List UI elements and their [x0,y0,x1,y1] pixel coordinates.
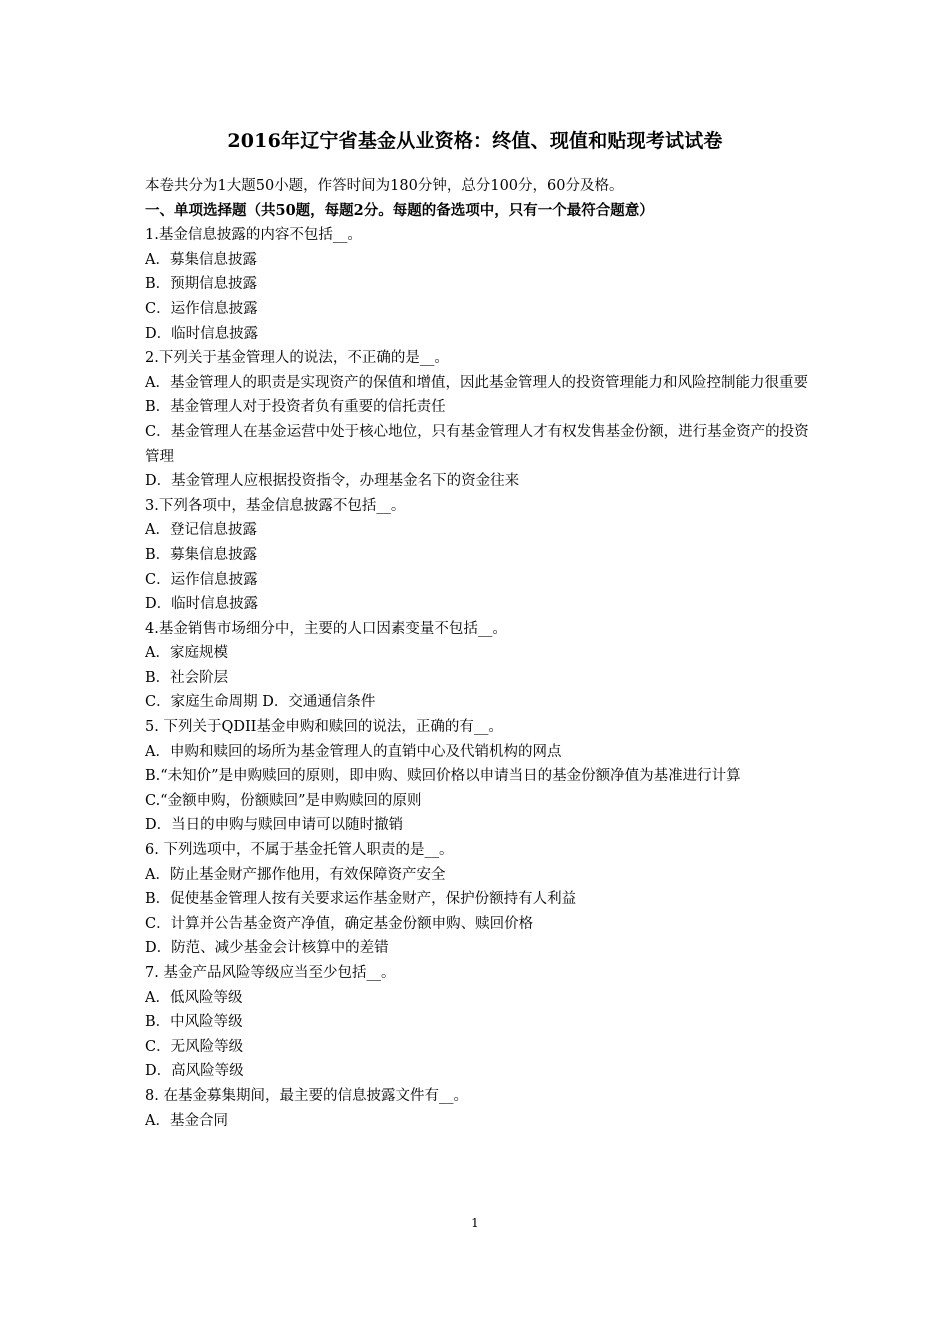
answer-option: B．募集信息披露 [145,546,258,563]
answer-option: A．基金管理人的职责是实现资产的保值和增值，因此基金管理人的投资管理能力和风险控制能力很重要 [145,374,808,391]
answer-option: A．登记信息披露 [145,522,257,539]
question-stem: 2.下列关于基金管理人的说法，不正确的是__。 [145,350,449,367]
answer-option: C．无风险等级 [145,1038,244,1055]
answer-option: A．募集信息披露 [145,251,257,268]
answer-option: D．临时信息披露 [145,596,259,613]
answer-option: D．当日的申购与赎回申请可以随时撤销 [145,817,404,834]
answer-option: B．预期信息披露 [145,276,258,293]
answer-option: C．基金管理人在基金运营中处于核心地位，只有基金管理人才有权发售基金份额，进行基金资产的投资管理 [145,423,809,465]
question-list [145,223,817,1133]
answer-option: A．防止基金财产挪作他用，有效保障资产安全 [145,866,446,883]
answer-option: B．促使基金管理人按有关要求运作基金财产，保护份额持有人利益 [145,891,577,908]
question-stem: 6. 下列选项中，不属于基金托管人职责的是__。 [145,842,454,859]
answer-option: D．基金管理人应根据投资指令，办理基金名下的资金往来 [145,473,520,490]
question-stem: 1.基金信息披露的内容不包括__。 [145,227,362,244]
answer-option: B.“未知价”是申购赎回的原则，即申购、赎回价格以申请当日的基金份额净值为基准进行计算 [145,768,741,785]
answer-option: A．低风险等级 [145,989,243,1006]
answer-option: C．运作信息披露 [145,571,258,588]
page-number: 1 [471,1216,479,1230]
question-stem: 5. 下列关于QDII基金申购和赎回的说法，正确的有__。 [145,719,503,736]
answer-option: C．计算并公告基金资产净值，确定基金份额申购、赎回价格 [145,915,534,932]
answer-option: D．防范、减少基金会计核算中的差错 [145,940,389,957]
answer-option: B．中风险等级 [145,1014,243,1031]
answer-option: B．社会阶层 [145,669,229,686]
answer-option: D．高风险等级 [145,1063,244,1080]
page-title: 2016年辽宁省基金从业资格：终值、现值和贴现考试试卷 [227,130,723,152]
question-stem: 7. 基金产品风险等级应当至少包括__。 [145,965,396,981]
section-heading: 一、单项选择题（共50题，每题2分。每题的备选项中，只有一个最符合题意） [145,201,654,219]
question-stem: 3.下列各项中，基金信息披露不包括__。 [145,497,406,514]
answer-option: C．运作信息披露 [145,300,258,317]
answer-option: C．家庭生命周期 D．交通通信条件 [145,694,376,711]
answer-option: A．申购和赎回的场所为基金管理人的直销中心及代销机构的网点 [145,743,562,760]
answer-option: C.“金额申购，份额赎回”是申购赎回的原则 [145,792,422,809]
question-stem: 8. 在基金募集期间，最主要的信息披露文件有__。 [145,1087,468,1104]
answer-option: A．基金合同 [145,1112,228,1129]
document-body [145,174,817,1133]
answer-option: A．家庭规模 [145,645,228,662]
answer-option: D．临时信息披露 [145,325,259,342]
exam-intro: 本卷共分为1大题50小题，作答时间为180分钟，总分100分，60分及格。 [145,178,624,194]
answer-option: B．基金管理人对于投资者负有重要的信托责任 [145,399,446,416]
question-stem: 4.基金销售市场细分中，主要的人口因素变量不包括__。 [145,620,507,637]
